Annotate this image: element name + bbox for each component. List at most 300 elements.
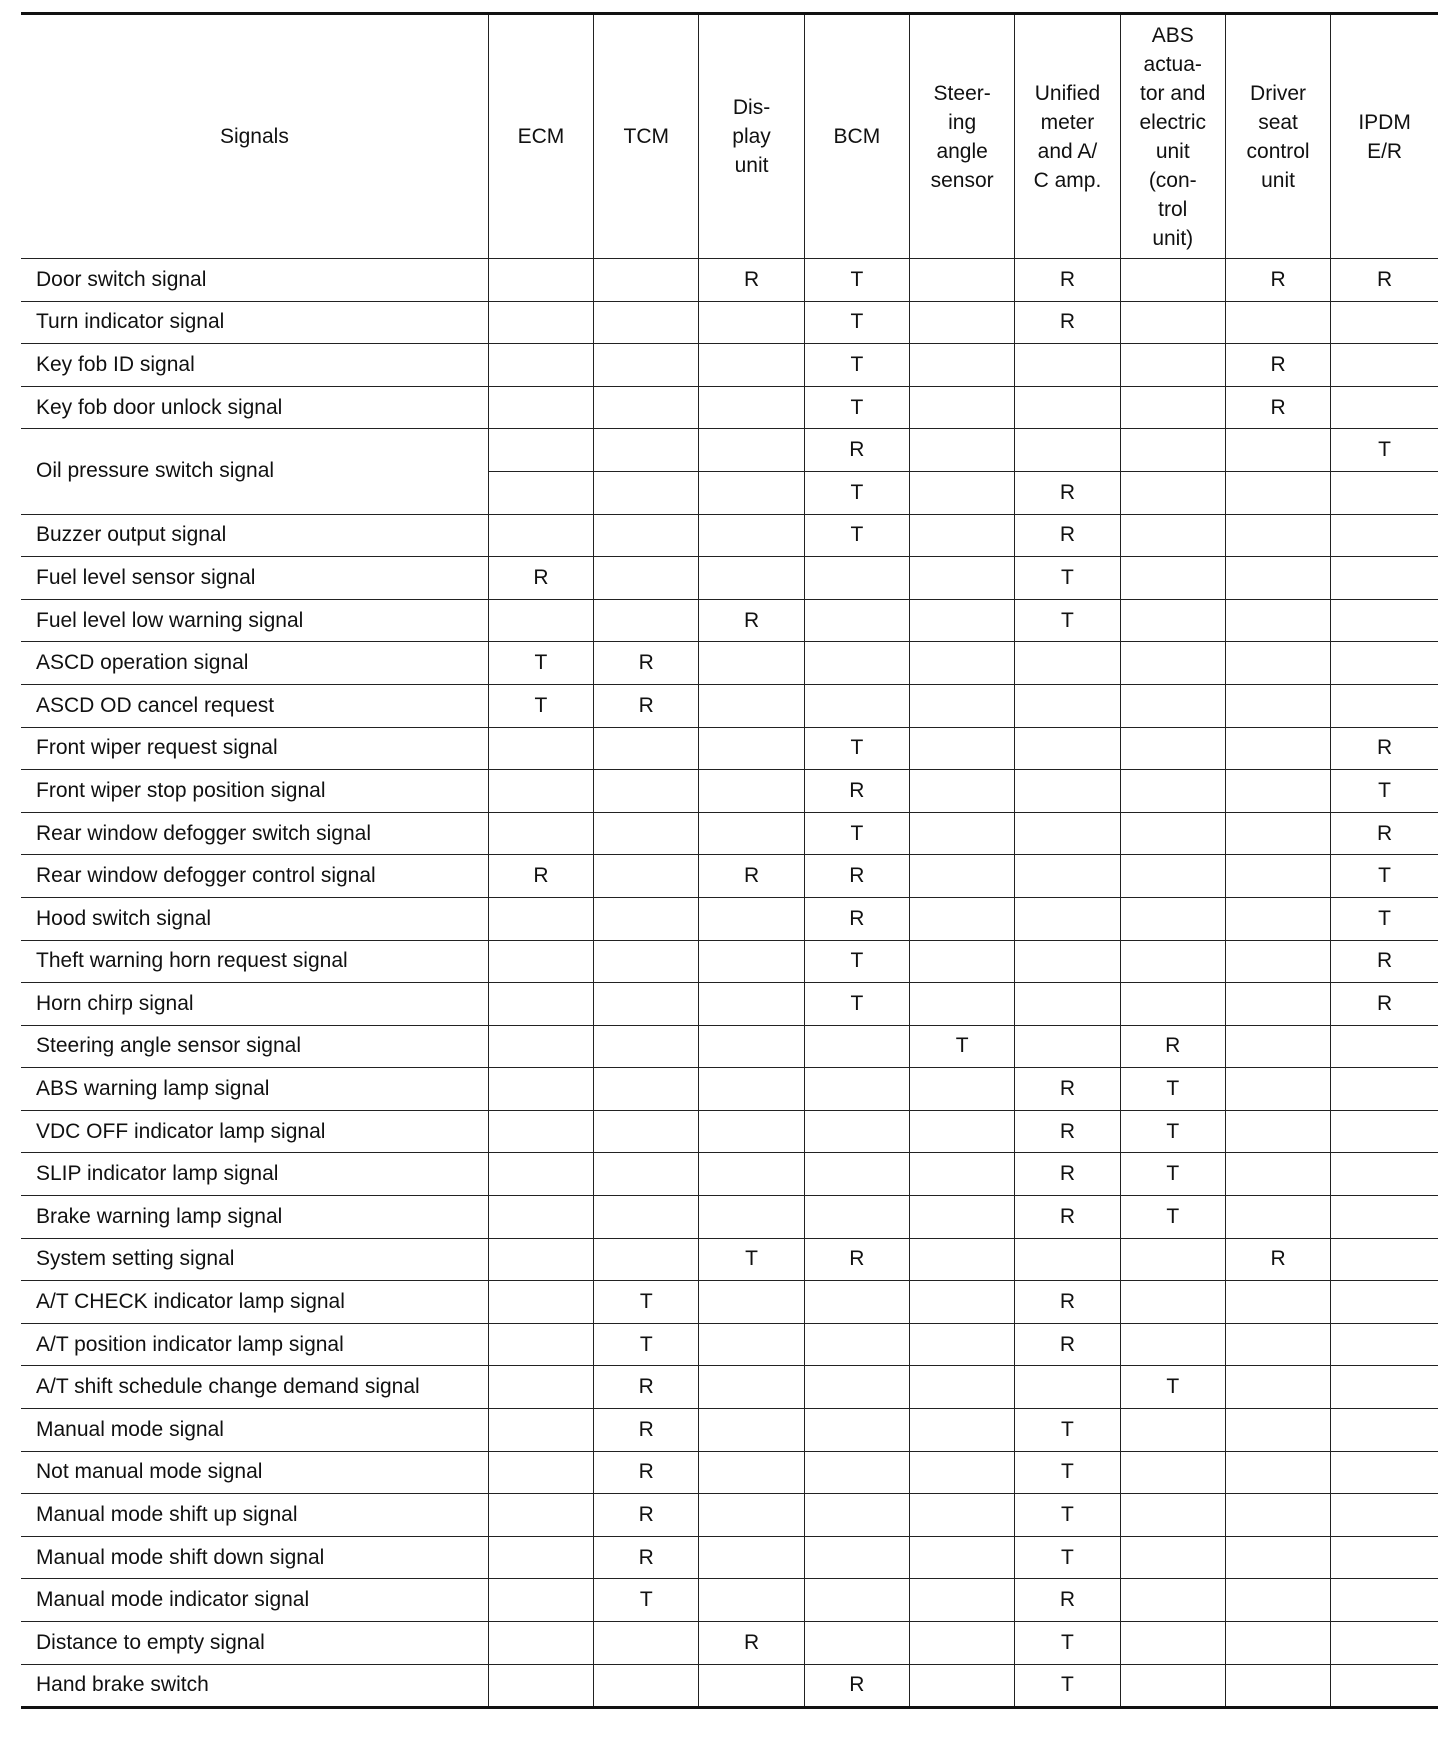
- table-cell: [1120, 684, 1225, 727]
- table-cell: [1225, 1536, 1330, 1579]
- signal-name: Hand brake switch: [21, 1664, 488, 1708]
- table-cell: R: [804, 1238, 909, 1281]
- table-cell: [910, 770, 1015, 813]
- table-cell: [488, 514, 593, 557]
- table-cell: T: [1015, 1409, 1120, 1452]
- table-cell: [594, 429, 699, 472]
- table-cell: R: [1015, 1281, 1120, 1324]
- table-cell: [1225, 514, 1330, 557]
- table-cell: [594, 812, 699, 855]
- table-cell: [1225, 599, 1330, 642]
- table-cell: [1331, 1068, 1438, 1111]
- table-row: [21, 1196, 1438, 1239]
- table-cell: [488, 1366, 593, 1409]
- table-row: [21, 1238, 1438, 1281]
- table-cell: [699, 1110, 804, 1153]
- table-cell: [699, 1153, 804, 1196]
- header-display-unit: Dis- play unit: [699, 14, 804, 259]
- signal-name: Fuel level low warning signal: [21, 599, 488, 642]
- table-cell: R: [804, 429, 909, 472]
- signal-name: Manual mode shift down signal: [21, 1536, 488, 1579]
- signal-name: System setting signal: [21, 1238, 488, 1281]
- table-cell: [1225, 1622, 1330, 1665]
- table-row: [21, 386, 1438, 429]
- table-cell: [594, 1664, 699, 1708]
- table-row: [21, 812, 1438, 855]
- table-cell: [1120, 514, 1225, 557]
- table-cell: [699, 344, 804, 387]
- table-cell: [1331, 557, 1438, 600]
- table-cell: [1225, 940, 1330, 983]
- header-unified-meter: Unified meter and A/ C amp.: [1015, 14, 1120, 259]
- table-cell: [594, 514, 699, 557]
- table-cell: T: [804, 259, 909, 302]
- table-cell: [910, 599, 1015, 642]
- table-row: [21, 1153, 1438, 1196]
- table-cell: T: [1015, 1494, 1120, 1537]
- table-cell: R: [804, 1664, 909, 1708]
- table-cell: [699, 940, 804, 983]
- table-cell: [910, 727, 1015, 770]
- table-cell: [804, 1622, 909, 1665]
- table-cell: [1331, 1281, 1438, 1324]
- table-cell: R: [1015, 301, 1120, 344]
- table-cell: [910, 1579, 1015, 1622]
- table-cell: [1015, 770, 1120, 813]
- table-cell: [1120, 301, 1225, 344]
- table-cell: [910, 1323, 1015, 1366]
- table-cell: R: [1015, 1068, 1120, 1111]
- table-cell: R: [594, 1451, 699, 1494]
- table-cell: [1331, 1536, 1438, 1579]
- table-cell: [1015, 684, 1120, 727]
- table-cell: [699, 897, 804, 940]
- table-cell: [1120, 940, 1225, 983]
- signal-name: Manual mode indicator signal: [21, 1579, 488, 1622]
- table-cell: [910, 642, 1015, 685]
- table-cell: [1225, 1068, 1330, 1111]
- table-cell: [910, 1281, 1015, 1324]
- table-cell: [804, 642, 909, 685]
- table-cell: [488, 1451, 593, 1494]
- table-cell: [1331, 1579, 1438, 1622]
- signal-name: Brake warning lamp signal: [21, 1196, 488, 1239]
- table-cell: [1331, 471, 1438, 514]
- table-cell: R: [699, 1622, 804, 1665]
- table-cell: [910, 301, 1015, 344]
- table-cell: [699, 1579, 804, 1622]
- table-cell: [1225, 1579, 1330, 1622]
- table-cell: [594, 855, 699, 898]
- table-cell: R: [594, 684, 699, 727]
- signal-name: ASCD OD cancel request: [21, 684, 488, 727]
- table-cell: [804, 1196, 909, 1239]
- signal-name: Rear window defogger control signal: [21, 855, 488, 898]
- signal-name: Key fob ID signal: [21, 344, 488, 387]
- table-row: [21, 1664, 1438, 1708]
- table-cell: [699, 1409, 804, 1452]
- table-cell: [1225, 1025, 1330, 1068]
- table-cell: [488, 1622, 593, 1665]
- table-cell: [488, 727, 593, 770]
- table-cell: [1331, 301, 1438, 344]
- signal-name: Rear window defogger switch signal: [21, 812, 488, 855]
- table-cell: T: [1015, 1622, 1120, 1665]
- table-cell: R: [594, 642, 699, 685]
- table-cell: T: [1120, 1110, 1225, 1153]
- table-cell: T: [804, 344, 909, 387]
- table-cell: [699, 1025, 804, 1068]
- table-cell: [804, 1068, 909, 1111]
- header-ipdm-er: IPDM E/R: [1331, 14, 1438, 259]
- table-cell: T: [804, 812, 909, 855]
- table-cell: [1225, 1281, 1330, 1324]
- table-cell: R: [699, 855, 804, 898]
- can-signal-table: [21, 12, 1438, 1709]
- table-cell: R: [804, 770, 909, 813]
- table-cell: [1331, 1622, 1438, 1665]
- table-cell: [804, 599, 909, 642]
- signal-name: Distance to empty signal: [21, 1622, 488, 1665]
- table-cell: [488, 940, 593, 983]
- table-cell: [594, 1238, 699, 1281]
- table-cell: [594, 897, 699, 940]
- table-cell: [1225, 983, 1330, 1026]
- table-cell: [594, 1196, 699, 1239]
- table-row: [21, 1494, 1438, 1537]
- table-cell: [1120, 1622, 1225, 1665]
- signal-name: Door switch signal: [21, 259, 488, 302]
- table-cell: [1015, 855, 1120, 898]
- table-cell: [488, 471, 593, 514]
- table-cell: T: [1015, 557, 1120, 600]
- table-cell: [1225, 301, 1330, 344]
- table-cell: T: [804, 727, 909, 770]
- table-cell: [910, 514, 1015, 557]
- table-cell: [1225, 1323, 1330, 1366]
- table-cell: [910, 940, 1015, 983]
- table-cell: [804, 1366, 909, 1409]
- table-row: [21, 983, 1438, 1026]
- table-cell: [910, 344, 1015, 387]
- table-cell: [699, 727, 804, 770]
- table-cell: R: [594, 1494, 699, 1537]
- table-cell: [1120, 855, 1225, 898]
- table-cell: [488, 1025, 593, 1068]
- table-cell: T: [1120, 1153, 1225, 1196]
- table-cell: [488, 599, 593, 642]
- table-cell: [804, 1536, 909, 1579]
- table-row: [21, 599, 1438, 642]
- table-cell: [910, 557, 1015, 600]
- table-cell: [910, 471, 1015, 514]
- table-row: [21, 1110, 1438, 1153]
- table-cell: [1225, 1366, 1330, 1409]
- table-cell: [488, 1196, 593, 1239]
- table-cell: [488, 1664, 593, 1708]
- table-cell: [488, 1536, 593, 1579]
- table-cell: [1225, 1153, 1330, 1196]
- table-cell: [910, 1536, 1015, 1579]
- table-cell: T: [910, 1025, 1015, 1068]
- table-cell: R: [1015, 259, 1120, 302]
- table-cell: T: [594, 1323, 699, 1366]
- table-cell: [1120, 1536, 1225, 1579]
- table-cell: T: [804, 301, 909, 344]
- table-cell: [910, 1068, 1015, 1111]
- table-cell: [804, 1281, 909, 1324]
- table-cell: [699, 1196, 804, 1239]
- signal-name: A/T position indicator lamp signal: [21, 1323, 488, 1366]
- table-cell: [910, 855, 1015, 898]
- signal-name: VDC OFF indicator lamp signal: [21, 1110, 488, 1153]
- signal-name: Buzzer output signal: [21, 514, 488, 557]
- table-cell: [699, 301, 804, 344]
- table-cell: [594, 557, 699, 600]
- table-cell: R: [488, 855, 593, 898]
- table-cell: [1015, 983, 1120, 1026]
- table-cell: T: [804, 471, 909, 514]
- signal-name: A/T CHECK indicator lamp signal: [21, 1281, 488, 1324]
- table-cell: [804, 1409, 909, 1452]
- table-cell: [594, 1025, 699, 1068]
- signal-name: Hood switch signal: [21, 897, 488, 940]
- table-row: [21, 1068, 1438, 1111]
- table-cell: [1120, 727, 1225, 770]
- table-cell: [488, 344, 593, 387]
- table-cell: [1331, 1238, 1438, 1281]
- table-cell: R: [699, 599, 804, 642]
- table-row: [21, 344, 1438, 387]
- table-cell: [1120, 259, 1225, 302]
- table-cell: [910, 1238, 1015, 1281]
- table-cell: [1225, 557, 1330, 600]
- table-cell: [910, 1494, 1015, 1537]
- table-cell: R: [1015, 1110, 1120, 1153]
- table-cell: [488, 1281, 593, 1324]
- table-cell: [804, 1323, 909, 1366]
- table-cell: [1015, 429, 1120, 472]
- table-cell: [488, 1238, 593, 1281]
- table-cell: R: [1225, 1238, 1330, 1281]
- table-cell: [910, 386, 1015, 429]
- signal-name: Fuel level sensor signal: [21, 557, 488, 600]
- table-cell: [699, 1536, 804, 1579]
- signal-name: Manual mode signal: [21, 1409, 488, 1452]
- table-cell: R: [1331, 812, 1438, 855]
- table-cell: [910, 1622, 1015, 1665]
- table-row: [21, 940, 1438, 983]
- table-cell: [1331, 684, 1438, 727]
- table-row: [21, 1323, 1438, 1366]
- table-cell: R: [1225, 259, 1330, 302]
- table-cell: R: [594, 1536, 699, 1579]
- table-cell: [1331, 1366, 1438, 1409]
- table-cell: [910, 1110, 1015, 1153]
- table-cell: [804, 1153, 909, 1196]
- table-cell: [488, 897, 593, 940]
- table-cell: [488, 1068, 593, 1111]
- table-cell: [1225, 812, 1330, 855]
- table-cell: [699, 1664, 804, 1708]
- table-cell: [1331, 344, 1438, 387]
- table-cell: R: [1225, 344, 1330, 387]
- table-cell: [1120, 1409, 1225, 1452]
- table-cell: [1015, 940, 1120, 983]
- table-cell: [488, 429, 593, 472]
- table-cell: [1331, 386, 1438, 429]
- header-ecm: ECM: [488, 14, 593, 259]
- table-cell: [1120, 812, 1225, 855]
- table-cell: [1120, 1451, 1225, 1494]
- table-cell: T: [804, 940, 909, 983]
- table-cell: [1015, 812, 1120, 855]
- table-cell: [1225, 1451, 1330, 1494]
- table-cell: [488, 1110, 593, 1153]
- signal-name: Horn chirp signal: [21, 983, 488, 1026]
- table-row: [21, 1025, 1438, 1068]
- table-cell: [594, 1068, 699, 1111]
- table-row: [21, 1579, 1438, 1622]
- table-cell: [594, 344, 699, 387]
- table-cell: [1120, 344, 1225, 387]
- signal-name: Front wiper request signal: [21, 727, 488, 770]
- table-cell: R: [804, 897, 909, 940]
- table-cell: [910, 1664, 1015, 1708]
- table-cell: [594, 727, 699, 770]
- table-row: [21, 855, 1438, 898]
- table-cell: [1015, 897, 1120, 940]
- table-cell: [594, 983, 699, 1026]
- table-cell: T: [1120, 1196, 1225, 1239]
- table-cell: [1225, 1664, 1330, 1708]
- table-cell: [594, 386, 699, 429]
- table-cell: [594, 259, 699, 302]
- signal-name: Front wiper stop position signal: [21, 770, 488, 813]
- table-cell: [1331, 599, 1438, 642]
- signal-name: Steering angle sensor signal: [21, 1025, 488, 1068]
- table-cell: [699, 386, 804, 429]
- table-cell: [1120, 1238, 1225, 1281]
- table-cell: [1331, 642, 1438, 685]
- table-cell: [699, 684, 804, 727]
- table-cell: [910, 429, 1015, 472]
- table-cell: T: [1331, 897, 1438, 940]
- table-cell: [1015, 386, 1120, 429]
- header-tcm: TCM: [594, 14, 699, 259]
- table-cell: T: [804, 386, 909, 429]
- table-cell: [594, 599, 699, 642]
- table-row: [21, 1409, 1438, 1452]
- table-row: [21, 684, 1438, 727]
- table-cell: R: [1015, 514, 1120, 557]
- table-cell: [1120, 1579, 1225, 1622]
- table-cell: [804, 684, 909, 727]
- table-cell: [1225, 1409, 1330, 1452]
- table-cell: [699, 1366, 804, 1409]
- table-cell: [699, 770, 804, 813]
- table-cell: [1015, 1025, 1120, 1068]
- table-row: [21, 429, 1438, 472]
- table-cell: [699, 642, 804, 685]
- header-bcm: BCM: [804, 14, 909, 259]
- table-cell: [699, 557, 804, 600]
- table-cell: R: [1120, 1025, 1225, 1068]
- table-cell: T: [1015, 1664, 1120, 1708]
- header-row: [21, 14, 1438, 259]
- table-cell: [1331, 1664, 1438, 1708]
- table-cell: T: [594, 1579, 699, 1622]
- table-cell: [594, 1110, 699, 1153]
- table-row: [21, 259, 1438, 302]
- table-cell: [594, 1622, 699, 1665]
- table-cell: [1120, 1323, 1225, 1366]
- table-cell: [1225, 855, 1330, 898]
- signal-name: Key fob door unlock signal: [21, 386, 488, 429]
- signal-name: ABS warning lamp signal: [21, 1068, 488, 1111]
- table-cell: [910, 812, 1015, 855]
- table-cell: [1331, 1110, 1438, 1153]
- header-signals: Signals: [21, 14, 488, 259]
- table-cell: T: [1120, 1366, 1225, 1409]
- signal-name: Not manual mode signal: [21, 1451, 488, 1494]
- table-cell: [488, 1409, 593, 1452]
- table-cell: T: [1331, 855, 1438, 898]
- table-cell: [1120, 386, 1225, 429]
- table-cell: R: [1331, 983, 1438, 1026]
- table-cell: T: [1120, 1068, 1225, 1111]
- table-cell: T: [1015, 1536, 1120, 1579]
- table-cell: [1120, 557, 1225, 600]
- table-cell: [699, 1451, 804, 1494]
- table-cell: [699, 514, 804, 557]
- table-cell: [804, 1025, 909, 1068]
- table-cell: [488, 770, 593, 813]
- table-cell: [1015, 1366, 1120, 1409]
- table-cell: [488, 259, 593, 302]
- table-cell: [804, 1494, 909, 1537]
- table-cell: [1120, 471, 1225, 514]
- table-cell: [910, 684, 1015, 727]
- table-cell: [1331, 1153, 1438, 1196]
- signal-name: Oil pressure switch signal: [21, 429, 488, 514]
- table-cell: [1331, 514, 1438, 557]
- table-cell: [1225, 1494, 1330, 1537]
- table-cell: R: [1015, 1323, 1120, 1366]
- table-cell: R: [1015, 1579, 1120, 1622]
- table-cell: [699, 1494, 804, 1537]
- table-row: [21, 897, 1438, 940]
- table-cell: T: [1331, 429, 1438, 472]
- table-cell: T: [1015, 1451, 1120, 1494]
- table-cell: [1225, 727, 1330, 770]
- table-cell: [1225, 1196, 1330, 1239]
- table-cell: [804, 1579, 909, 1622]
- table-cell: R: [1015, 471, 1120, 514]
- table-cell: R: [804, 855, 909, 898]
- signal-name: ASCD operation signal: [21, 642, 488, 685]
- table-cell: [1225, 684, 1330, 727]
- table-cell: [699, 1068, 804, 1111]
- table-row: [21, 1451, 1438, 1494]
- table-cell: [594, 940, 699, 983]
- table-cell: T: [804, 514, 909, 557]
- table-cell: [594, 471, 699, 514]
- table-cell: [1015, 642, 1120, 685]
- table-cell: [488, 301, 593, 344]
- header-steering-angle-sensor: Steer- ing angle sensor: [910, 14, 1015, 259]
- table-row: [21, 642, 1438, 685]
